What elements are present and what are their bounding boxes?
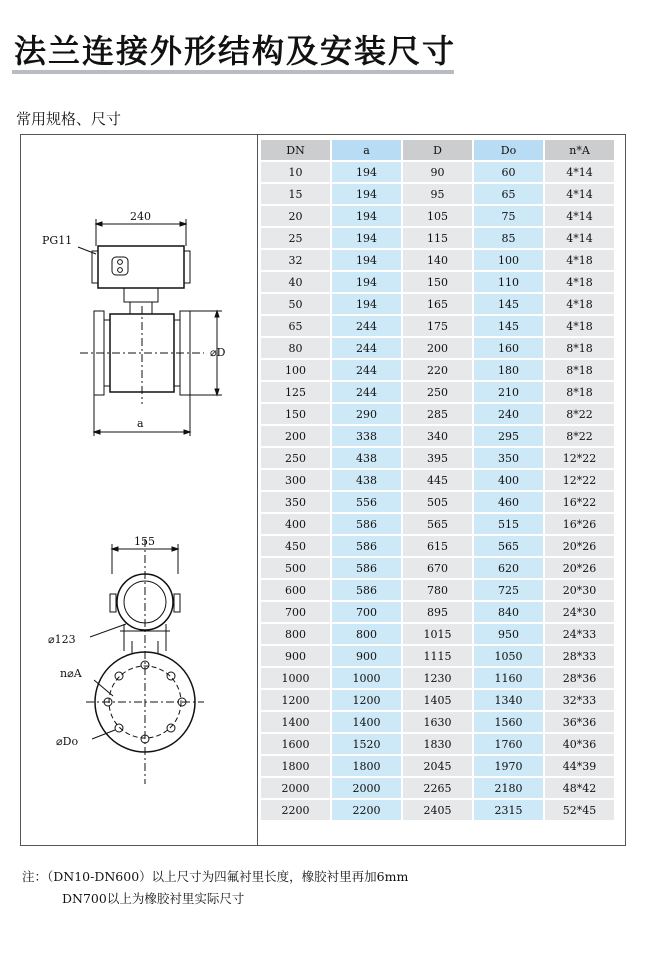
cell-do: 840 [474,602,543,622]
cell-dn: 1200 [261,690,330,710]
table-row [261,624,614,644]
cell-dn: 2200 [261,800,330,820]
cell-d: 2045 [403,756,472,776]
cell-do: 145 [474,316,543,336]
label-pg: PG11 [42,234,73,247]
cell-na: 28*33 [545,646,614,666]
cell-do: 1760 [474,734,543,754]
cell-d: 105 [403,206,472,226]
cell-do: 75 [474,206,543,226]
cell-na: 24*30 [545,602,614,622]
cell-do: 180 [474,360,543,380]
cell-dn: 500 [261,558,330,578]
cell-a: 438 [332,448,401,468]
cell-d: 505 [403,492,472,512]
cell-a: 194 [332,228,401,248]
cell-d: 250 [403,382,472,402]
cell-d: 670 [403,558,472,578]
cell-a: 800 [332,624,401,644]
cell-dn: 40 [261,272,330,292]
cell-a: 900 [332,646,401,666]
cell-na: 4*18 [545,294,614,314]
label-na: n⌀A [60,667,82,680]
cell-dn: 450 [261,536,330,556]
table-row [261,426,614,446]
cell-dn: 400 [261,514,330,534]
cell-d: 220 [403,360,472,380]
cell-d: 395 [403,448,472,468]
cell-do: 2315 [474,800,543,820]
cell-d: 150 [403,272,472,292]
cell-d: 895 [403,602,472,622]
table-header-row [261,140,614,160]
table-row [261,184,614,204]
cell-d: 285 [403,404,472,424]
cell-a: 586 [332,514,401,534]
cell-na: 12*22 [545,470,614,490]
cell-do: 240 [474,404,543,424]
cell-d: 1405 [403,690,472,710]
cell-do: 565 [474,536,543,556]
cell-d: 340 [403,426,472,446]
cell-d: 565 [403,514,472,534]
cell-na: 28*36 [545,668,614,688]
cell-dn: 100 [261,360,330,380]
table-row [261,756,614,776]
cell-dn: 200 [261,426,330,446]
cell-do: 85 [474,228,543,248]
table-row [261,580,614,600]
footnote-line-2: DN700以上为橡胶衬里实际尺寸 [62,891,245,906]
table-row [261,316,614,336]
cell-a: 2200 [332,800,401,820]
cell-do: 160 [474,338,543,358]
cell-do: 60 [474,162,543,182]
header-na: n*A [545,140,614,160]
cell-a: 700 [332,602,401,622]
table-row [261,558,614,578]
table-row [261,448,614,468]
table-row [261,514,614,534]
cell-na: 8*18 [545,338,614,358]
cell-dn: 800 [261,624,330,644]
table-row [261,536,614,556]
table-row [261,360,614,380]
table-row [261,382,614,402]
cell-na: 4*18 [545,250,614,270]
table-row [261,272,614,292]
cell-do: 1160 [474,668,543,688]
label-do: ⌀Do [56,735,79,748]
cell-d: 165 [403,294,472,314]
cell-na: 8*22 [545,426,614,446]
table-row [261,470,614,490]
table-row [261,404,614,424]
cell-d: 2265 [403,778,472,798]
table-row [261,228,614,248]
cell-d: 780 [403,580,472,600]
cell-na: 16*22 [545,492,614,512]
cell-dn: 50 [261,294,330,314]
cell-dn: 80 [261,338,330,358]
table-row [261,162,614,182]
page-title: 法兰连接外形结构及安装尺寸 [14,32,457,70]
cell-dn: 25 [261,228,330,248]
cell-na: 4*18 [545,316,614,336]
label-side-width: 155 [134,535,155,548]
cell-na: 20*26 [545,558,614,578]
cell-do: 620 [474,558,543,578]
cell-dn: 65 [261,316,330,336]
cell-a: 2000 [332,778,401,798]
cell-a: 586 [332,580,401,600]
cell-d: 1115 [403,646,472,666]
cell-d: 90 [403,162,472,182]
cell-na: 52*45 [545,800,614,820]
title-underline [12,70,454,74]
cell-dn: 32 [261,250,330,270]
cell-dn: 900 [261,646,330,666]
cell-do: 1340 [474,690,543,710]
cell-a: 586 [332,558,401,578]
flowmeter-drawing [20,134,258,846]
cell-d: 140 [403,250,472,270]
cell-na: 4*14 [545,206,614,226]
cell-a: 194 [332,294,401,314]
cell-d: 2405 [403,800,472,820]
cell-d: 95 [403,184,472,204]
cell-d: 115 [403,228,472,248]
cell-do: 65 [474,184,543,204]
cell-dn: 10 [261,162,330,182]
cell-dn: 1000 [261,668,330,688]
table-row [261,294,614,314]
cell-do: 515 [474,514,543,534]
table-row [261,602,614,622]
cell-a: 244 [332,316,401,336]
cell-na: 32*33 [545,690,614,710]
cell-dn: 250 [261,448,330,468]
cell-a: 244 [332,338,401,358]
cell-na: 20*26 [545,536,614,556]
cell-a: 194 [332,250,401,270]
dimension-drawing [20,134,258,846]
cell-dn: 150 [261,404,330,424]
cell-dn: 125 [261,382,330,402]
footnote-line-1: 注：（DN10-DN600）以上尺寸为四氟衬里长度，橡胶衬里再加6mm [22,869,409,884]
cell-do: 460 [474,492,543,512]
cell-a: 194 [332,162,401,182]
cell-na: 4*14 [545,184,614,204]
label-d123: ⌀123 [48,633,76,646]
table-row [261,668,614,688]
cell-d: 1230 [403,668,472,688]
cell-do: 100 [474,250,543,270]
header-do: Do [474,140,543,160]
cell-a: 290 [332,404,401,424]
cell-d: 200 [403,338,472,358]
cell-na: 20*30 [545,580,614,600]
cell-na: 4*18 [545,272,614,292]
table-row [261,338,614,358]
cell-d: 1630 [403,712,472,732]
cell-dn: 1800 [261,756,330,776]
cell-na: 12*22 [545,448,614,468]
cell-na: 4*14 [545,162,614,182]
cell-na: 40*36 [545,734,614,754]
cell-na: 8*22 [545,404,614,424]
cell-do: 1970 [474,756,543,776]
cell-d: 615 [403,536,472,556]
cell-a: 1800 [332,756,401,776]
table-row [261,646,614,666]
label-top-width: 240 [130,210,151,223]
cell-do: 1050 [474,646,543,666]
cell-d: 1830 [403,734,472,754]
cell-na: 36*36 [545,712,614,732]
cell-a: 1520 [332,734,401,754]
cell-na: 16*26 [545,514,614,534]
section-subtitle: 常用规格、尺寸 [16,110,122,128]
cell-a: 194 [332,272,401,292]
cell-a: 194 [332,184,401,204]
cell-dn: 2000 [261,778,330,798]
cell-na: 48*42 [545,778,614,798]
cell-na: 44*39 [545,756,614,776]
cell-dn: 700 [261,602,330,622]
cell-a: 438 [332,470,401,490]
cell-do: 295 [474,426,543,446]
cell-na: 8*18 [545,360,614,380]
table-row [261,206,614,226]
cell-a: 586 [332,536,401,556]
cell-a: 1000 [332,668,401,688]
cell-do: 2180 [474,778,543,798]
cell-dn: 1400 [261,712,330,732]
cell-dn: 1600 [261,734,330,754]
cell-dn: 15 [261,184,330,204]
cell-d: 445 [403,470,472,490]
cell-dn: 300 [261,470,330,490]
table-row [261,734,614,754]
cell-na: 24*33 [545,624,614,644]
cell-do: 725 [474,580,543,600]
cell-dn: 600 [261,580,330,600]
cell-do: 350 [474,448,543,468]
cell-a: 1400 [332,712,401,732]
cell-d: 175 [403,316,472,336]
cell-a: 244 [332,382,401,402]
cell-do: 1560 [474,712,543,732]
cell-do: 145 [474,294,543,314]
cell-na: 4*14 [545,228,614,248]
cell-a: 1200 [332,690,401,710]
cell-a: 194 [332,206,401,226]
cell-do: 950 [474,624,543,644]
header-a: a [332,140,401,160]
cell-a: 244 [332,360,401,380]
cell-do: 110 [474,272,543,292]
table-row [261,690,614,710]
cell-dn: 350 [261,492,330,512]
cell-do: 210 [474,382,543,402]
cell-na: 8*18 [545,382,614,402]
label-a: a [137,417,144,430]
header-d: D [403,140,472,160]
spec-table [259,138,616,822]
label-d: ⌀D [210,346,226,359]
table-row [261,800,614,820]
table-row [261,712,614,732]
cell-dn: 20 [261,206,330,226]
cell-a: 556 [332,492,401,512]
header-dn: DN [261,140,330,160]
footnote [22,866,408,910]
table-row [261,778,614,798]
cell-d: 1015 [403,624,472,644]
table-row [261,492,614,512]
table-row [261,250,614,270]
cell-do: 400 [474,470,543,490]
cell-a: 338 [332,426,401,446]
